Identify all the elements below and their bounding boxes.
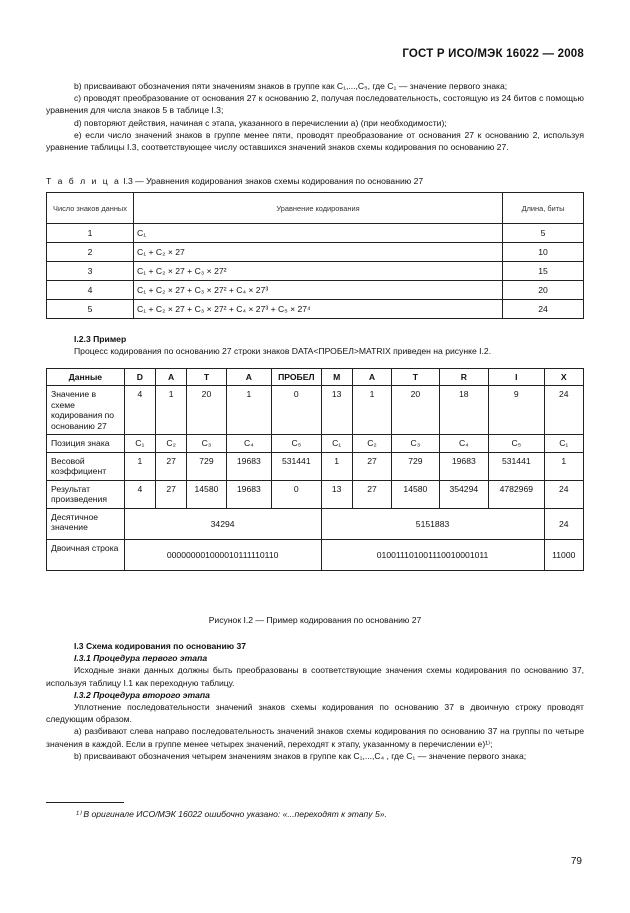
binary-value: 010011101001110010001011	[321, 539, 544, 570]
footnote-divider	[46, 802, 124, 803]
t2-header: T	[187, 369, 226, 386]
t2-cell: 729	[187, 452, 226, 480]
t2-cell: 1	[156, 386, 187, 435]
row-label: Двоичная строка	[47, 539, 125, 570]
table-row	[47, 262, 584, 281]
t2-cell: C₁	[124, 435, 155, 453]
t2-cell: C₃	[187, 435, 226, 453]
figure-caption: Рисунок I.2 — Пример кодирования по основанию 27	[208, 615, 422, 625]
t1-cell: 15	[503, 262, 584, 281]
t2-cell: 19683	[226, 452, 271, 480]
t2-cell: 4782969	[489, 480, 545, 508]
t2-cell: 27	[352, 452, 391, 480]
t2-cell: 1	[352, 386, 391, 435]
item-a: а) разбивают слева направо последовательность значений знаков схемы кодирования по основанию 37 на группы по четыре значения в каждой. Если в группе менее четырех значений, переходят к этапу, указанному в перечислении е)¹⁾;	[46, 726, 584, 749]
t2-header: A	[156, 369, 187, 386]
t1-cell: 2	[47, 243, 134, 262]
t2-cell: 27	[156, 480, 187, 508]
t2-cell: C₅	[489, 435, 545, 453]
t2-cell: 1	[321, 452, 352, 480]
t2-cell: C₁	[544, 435, 583, 453]
decimal-value: 24	[544, 508, 583, 539]
t1-cell: 10	[503, 243, 584, 262]
t2-cell: 354294	[439, 480, 488, 508]
decimal-value: 5151883	[321, 508, 544, 539]
row-label: Позиция знака	[47, 435, 125, 453]
t2-cell: C₁	[321, 435, 352, 453]
t2-header: M	[321, 369, 352, 386]
t2-header: T	[392, 369, 439, 386]
t1-cell: 4	[47, 281, 134, 300]
row-label: Весовой коэффициент	[47, 452, 125, 480]
t2-cell: C₂	[156, 435, 187, 453]
table-row	[47, 435, 584, 453]
t2-cell: 1	[124, 452, 155, 480]
t1-cell: 20	[503, 281, 584, 300]
intro-text	[46, 80, 584, 153]
section-i31-heading: I.3.1 Процедура первого этапа	[74, 653, 208, 664]
t2-cell: 0	[272, 480, 321, 508]
t2-cell: 0	[272, 386, 321, 435]
table-row	[47, 539, 584, 570]
t1-cell: C₁ + C₂ × 27 + C₃ × 27² + C₄ × 27³	[134, 281, 503, 300]
table-row	[47, 386, 584, 435]
t2-cell: 24	[544, 386, 583, 435]
t2-cell: C₂	[352, 435, 391, 453]
t1-cell: 24	[503, 300, 584, 319]
t2-cell: 531441	[272, 452, 321, 480]
t1-cell: 1	[47, 224, 134, 243]
item-c: с) проводят преобразование от основания 27 к основанию 2, получая последовательность, состоящую из 24 битов с помощью уравнения для числа знаков 5 в таблице I.3;	[46, 93, 584, 116]
table-row	[47, 369, 584, 386]
item-e: е) если число значений знаков в группе менее пяти, проводят преобразование от основания 27 к основанию 2, используя уравнение таблицы I.3, соответствующее числу оставшихся значений знаков схемы кодирования по основанию 27.	[46, 129, 584, 153]
t1-cell: C₁ + C₂ × 27 + C₃ × 27²	[134, 262, 503, 281]
t1-header: Уравнение кодирования	[134, 193, 503, 224]
t2-cell: 9	[489, 386, 545, 435]
section-i31-text: Исходные знаки данных должны быть преобразованы в соответствующие значения схемы кодирования по основанию 37, используя таблицу I.1 как переходную таблицу.	[46, 665, 584, 688]
t1-cell: C₁ + C₂ × 27	[134, 243, 503, 262]
t2-cell: C₄	[226, 435, 271, 453]
section-i3-heading: I.3 Схема кодирования по основанию 37	[74, 641, 247, 651]
table-row	[47, 300, 584, 319]
section-i32-text: Уплотнение последовательности значений знаков схемы кодирования по основанию 37 в двоичную строку проводят следующим образом.	[46, 702, 584, 725]
t2-header: ПРОБЕЛ	[272, 369, 321, 386]
t2-cell: 18	[439, 386, 488, 435]
t2-cell: 27	[156, 452, 187, 480]
t2-header: A	[352, 369, 391, 386]
t2-cell: 27	[352, 480, 391, 508]
section-i3	[46, 640, 584, 762]
page-header: ГОСТ Р ИСО/МЭК 16022 — 2008	[402, 48, 584, 60]
t2-cell: C₃	[392, 435, 439, 453]
table1-caption	[46, 176, 423, 186]
t2-header: Данные	[47, 369, 125, 386]
decimal-value: 34294	[124, 508, 321, 539]
t2-header: X	[544, 369, 583, 386]
table-row	[47, 243, 584, 262]
t2-cell: 729	[392, 452, 439, 480]
binary-value: 000000001000010111110110	[124, 539, 321, 570]
t2-cell: 20	[392, 386, 439, 435]
row-label: Результат произведения	[47, 480, 125, 508]
t2-cell: 24	[544, 480, 583, 508]
t2-cell: 20	[187, 386, 226, 435]
item-b: b) присваивают обозначения четырем значениям знаков в группе как C₁,...,C₄ , где C₁ — значение первого знака;	[74, 750, 527, 761]
t2-header: I	[489, 369, 545, 386]
t2-header: D	[124, 369, 155, 386]
t1-cell: 3	[47, 262, 134, 281]
row-label: Значение в схеме кодирования по основанию 27	[47, 386, 125, 435]
t2-cell: C₄	[439, 435, 488, 453]
table-row	[47, 452, 584, 480]
item-b: b) присваивают обозначения пяти значениям знаков в группе как C₁,...,C₅, где C₁ — значение первого знака;	[74, 81, 508, 91]
t2-cell: 19683	[439, 452, 488, 480]
table-row	[47, 480, 584, 508]
table-row	[47, 281, 584, 300]
t2-cell: 4	[124, 480, 155, 508]
t2-cell: 13	[321, 480, 352, 508]
section-i32-heading: I.3.2 Процедура второго этапа	[74, 689, 210, 700]
t1-header: Длина, биты	[503, 193, 584, 224]
t1-cell: C₁ + C₂ × 27 + C₃ × 27² + C₄ × 27³ + C₅ × 27⁴	[134, 300, 503, 319]
row-label: Десятичное значение	[47, 508, 125, 539]
t2-header: A	[226, 369, 271, 386]
table1-caption-text: I.3 — Уравнения кодирования знаков схемы кодирования по основанию 27	[123, 176, 424, 186]
t2-cell: 1	[226, 386, 271, 435]
table-row	[47, 508, 584, 539]
section-i23-text: Процесс кодирования по основанию 27 строки знаков DATA<ПРОБЕЛ>MATRIX приведен на рисунке I.2.	[74, 346, 492, 357]
table-row	[47, 224, 584, 243]
t2-cell: 13	[321, 386, 352, 435]
t1-cell: 5	[503, 224, 584, 243]
t1-cell: C₁	[134, 224, 503, 243]
t1-cell: 5	[47, 300, 134, 319]
t1-header: Число знаков данных	[47, 193, 134, 224]
t2-cell: 14580	[187, 480, 226, 508]
page-number: 79	[570, 856, 582, 867]
t2-cell: C₅	[272, 435, 321, 453]
binary-value: 11000	[544, 539, 583, 570]
section-i23	[46, 333, 584, 357]
section-i23-heading: I.2.3 Пример	[74, 334, 127, 344]
item-d: d) повторяют действия, начиная с этапа, указанного в перечислении а) (при необходимости);	[74, 117, 447, 128]
encoding-equations-table	[46, 192, 584, 319]
example-table	[46, 368, 584, 571]
t2-header: R	[439, 369, 488, 386]
footnote: ¹⁾ В оригинале ИСО/МЭК 16022 ошибочно указано: «...переходят к этапу 5».	[76, 809, 387, 819]
t2-cell: 4	[124, 386, 155, 435]
t2-cell: 1	[544, 452, 583, 480]
t2-cell: 19683	[226, 480, 271, 508]
t2-cell: 14580	[392, 480, 439, 508]
t2-cell: 531441	[489, 452, 545, 480]
table1-caption-prefix: Т а б л и ц а	[46, 176, 121, 186]
